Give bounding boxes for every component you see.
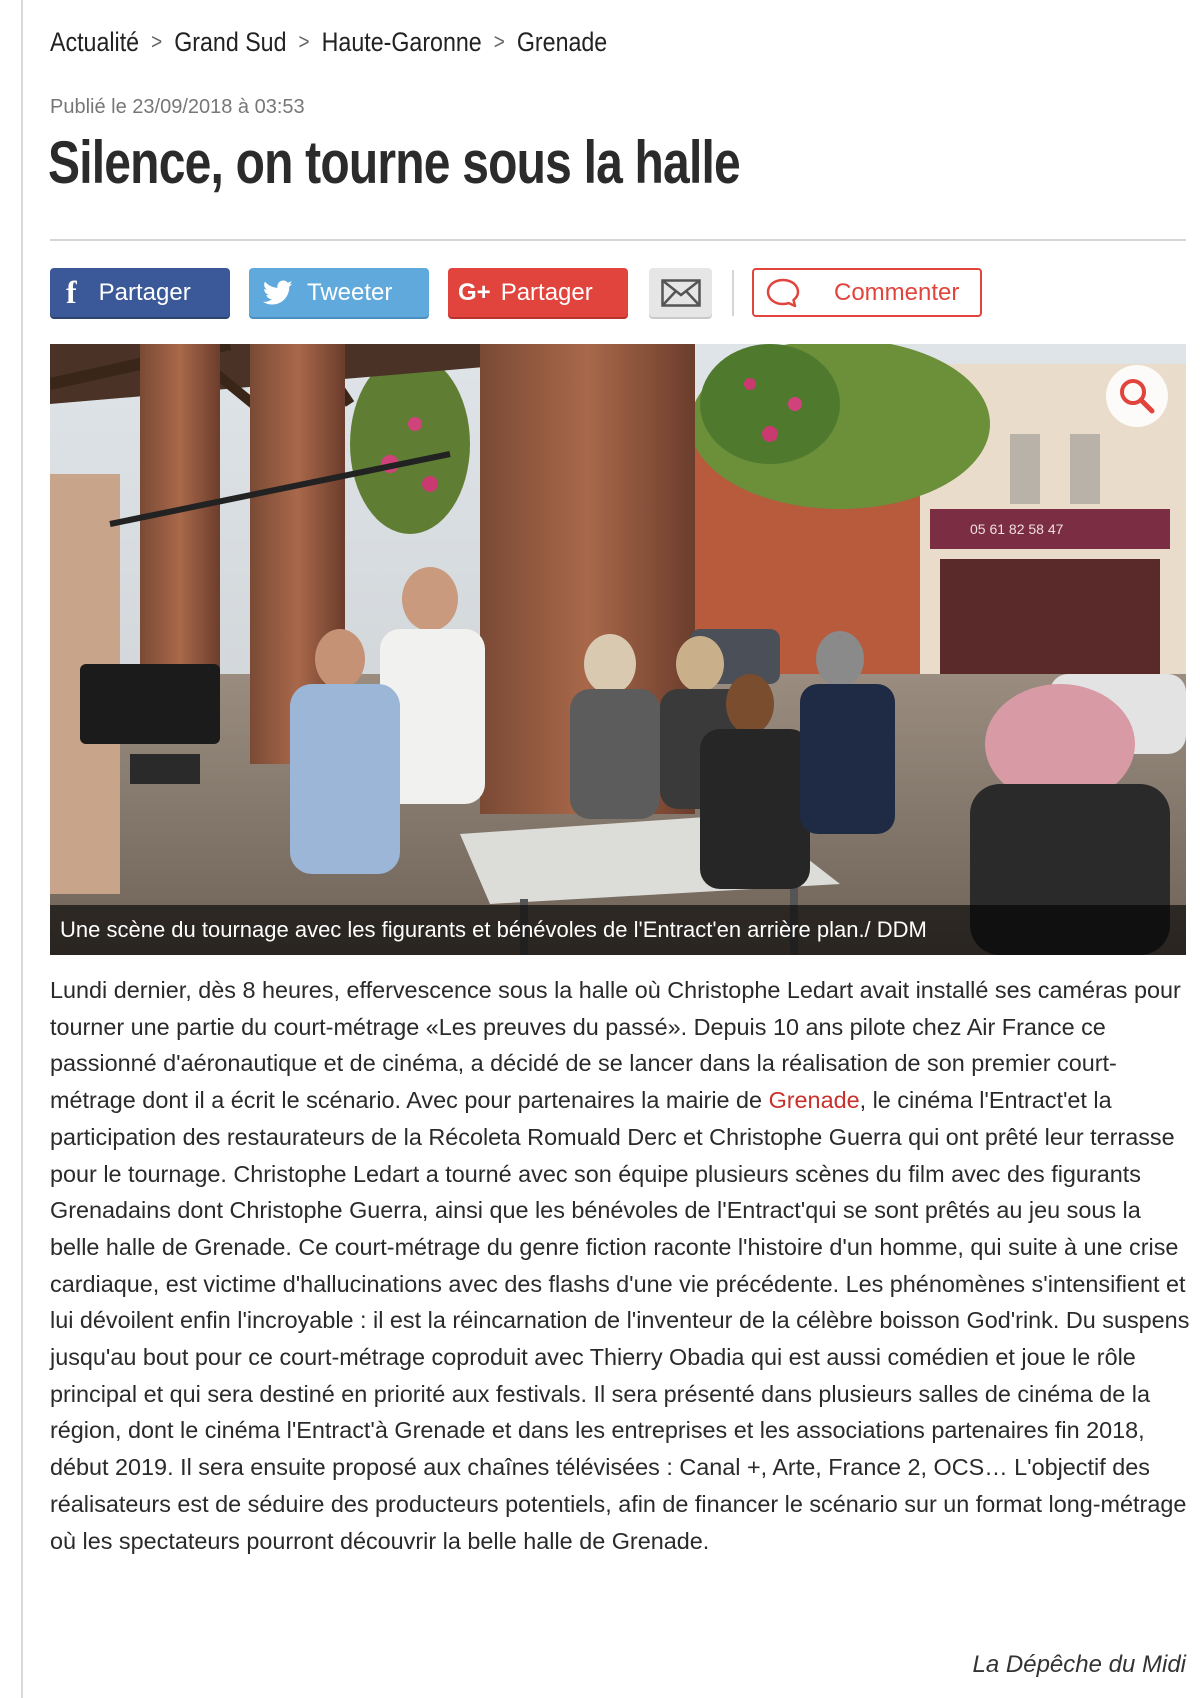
comment-button[interactable] xyxy=(752,268,982,317)
article-body-part2: , le cinéma l'Entract'et la participation des restaurateurs de la Récoleta Romuald Derc et Christophe Guerra qui ont prêté leur terrasse pour le tournage. Christophe Ledart a tourné avec son équipe plusieurs scènes du film avec des figurants Grenadains dont Christophe Guerra, ainsi que les bénévoles de l'Entract'qui se sont prêtés au jeu sous la belle halle de Grenade. Ce court-métrage du genre fiction raconte l'histoire d'un homme, qui suite à une crise cardiaque, est victime d'hallucinations avec des flashs d'une vie précédente. Les phénomènes s'intensifient et lui dévoilent enfin l'incroyable : il est la réincarnation de l'inventeur de la célèbre boisson God'rink. Du suspens jusqu'au bout pour ce court-métrage coproduit avec Thierry Obadia qui est aussi comédien et joue le rôle principal et qui sera destiné en priorité aux festivals. Il sera présenté dans plusieurs salles de cinéma de la région, dont le cinéma l'Entract'à Grenade et dans les entreprises et les associations partenaires fin 2018, début 2019. Il sera ensuite proposé aux chaînes télévisées : Canal +, Arte, France 2, OCS… L'objectif des réalisateurs est de séduire des producteurs potentiels, afin de financer le scénario sur un format long-métrage où les spectateurs pourront découvrir la belle halle de Grenade. xyxy=(50,1087,1190,1554)
zoom-magnifier-icon xyxy=(1117,376,1157,416)
article-body-part1: Lundi dernier, dès 8 heures, effervescence sous la halle où Christophe Ledart avait installé ses caméras pour tourner une partie du court-métrage «Les preuves du passé». Depuis 10 ans pilote chez Air France ce passionné d'aéronautique et de cinéma, a décidé de se lancer dans la réalisation de son premier court-métrage dont il a écrit le scénario. Avec pour partenaires la mairie de xyxy=(50,977,1181,1114)
article-title: Silence, on tourne sous la halle xyxy=(48,129,740,196)
facebook-icon: f xyxy=(66,274,77,310)
breadcrumb-item-actualite[interactable]: Actualité xyxy=(50,26,140,57)
email-share-button[interactable] xyxy=(649,268,712,317)
comment-bubble-icon xyxy=(766,278,800,308)
photo-caption: Une scène du tournage avec les figurants et bénévoles de l'Entract'en arrière plan./ DDM xyxy=(50,905,1186,955)
facebook-share-label: Partager xyxy=(98,278,191,306)
grenade-link[interactable]: Grenade xyxy=(768,1087,860,1114)
publication-date: Publié le 23/09/2018 à 03:53 xyxy=(50,96,305,118)
storefront-sign: 05 61 82 58 47 xyxy=(970,521,1064,537)
article-source: La Dépêche du Midi xyxy=(972,1651,1186,1678)
facebook-share-button[interactable] xyxy=(50,268,230,317)
zoom-button[interactable] xyxy=(1106,365,1168,427)
gplus-share-button[interactable] xyxy=(448,268,628,317)
breadcrumb xyxy=(50,22,607,62)
article-body xyxy=(50,972,1190,1559)
twitter-tweet-button[interactable] xyxy=(249,268,429,317)
google-plus-icon: G+ xyxy=(458,278,491,306)
breadcrumb-separator: > xyxy=(493,29,505,54)
breadcrumb-separator: > xyxy=(298,29,310,54)
title-divider xyxy=(50,239,1186,241)
twitter-bird-icon xyxy=(263,280,293,306)
photo-illustration xyxy=(50,344,1186,955)
toolbar-separator xyxy=(732,270,734,316)
breadcrumb-separator: > xyxy=(151,29,163,54)
breadcrumb-item-grenade[interactable]: Grenade xyxy=(516,26,608,57)
breadcrumb-item-haute-garonne[interactable]: Haute-Garonne xyxy=(321,26,482,57)
article-photo[interactable] xyxy=(50,344,1186,955)
page-left-border xyxy=(21,0,23,1698)
twitter-tweet-label: Tweeter xyxy=(307,278,393,306)
breadcrumb-item-grand-sud[interactable]: Grand Sud xyxy=(174,26,287,57)
gplus-share-label: Partager xyxy=(500,278,593,306)
mail-icon xyxy=(661,279,701,307)
comment-label: Commenter xyxy=(834,278,960,306)
